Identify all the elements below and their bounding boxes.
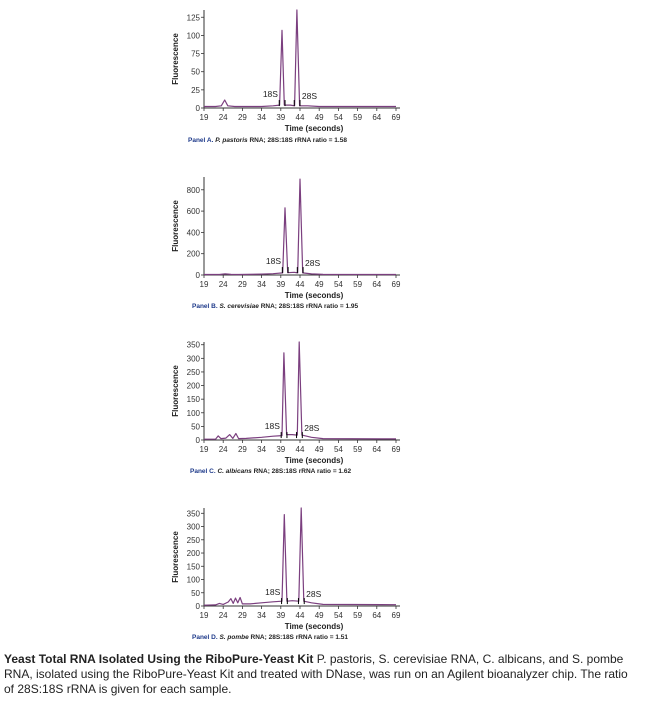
peak-label-28s: 28S <box>306 589 322 600</box>
x-tick-label: 34 <box>257 280 267 289</box>
chart-panel-c <box>172 338 402 490</box>
y-tick-label: 200 <box>186 549 200 559</box>
description-title: Yeast Total RNA Isolated Using the RiboPure-Yeast Kit <box>4 652 314 666</box>
x-tick-label: 39 <box>276 280 286 289</box>
x-tick-label: 64 <box>372 280 382 289</box>
y-tick-label: 75 <box>191 49 200 59</box>
x-tick-label: 19 <box>199 113 209 122</box>
x-tick-label: 49 <box>314 113 324 122</box>
y-tick-label: 150 <box>186 395 200 405</box>
x-tick-label: 29 <box>237 445 247 454</box>
y-tick-label: 350 <box>186 509 200 519</box>
peak-label-18s: 18S <box>262 89 278 100</box>
x-tick-label: 44 <box>295 611 305 620</box>
y-axis-title: Fluorescence <box>171 200 180 252</box>
y-tick-label: 100 <box>186 31 200 41</box>
y-tick-label: 350 <box>186 340 200 350</box>
x-tick-label: 54 <box>333 445 343 454</box>
y-tick-label: 125 <box>186 13 200 23</box>
x-tick-label: 19 <box>199 611 209 620</box>
y-tick-label: 0 <box>195 436 200 445</box>
x-tick-label: 64 <box>372 113 382 122</box>
x-tick-label: 59 <box>353 611 363 620</box>
y-tick-label: 50 <box>191 588 200 598</box>
x-axis-title: Time (seconds) <box>284 124 344 133</box>
x-tick-label: 59 <box>353 113 363 122</box>
caption-panel-d: Panel D. S. pombe RNA; 28S:18S rRNA ratio = 1.51 <box>192 634 349 641</box>
x-tick-label: 69 <box>391 611 401 620</box>
y-axis-title: Fluorescence <box>171 365 180 417</box>
x-tick-label: 29 <box>237 113 247 122</box>
y-tick-label: 50 <box>191 67 200 77</box>
y-tick-label: 50 <box>191 422 200 432</box>
x-tick-label: 69 <box>391 280 401 289</box>
chart-panel-a <box>172 6 402 158</box>
x-tick-label: 54 <box>333 611 343 620</box>
x-tick-label: 49 <box>314 611 324 620</box>
y-axis-title: Fluorescence <box>171 33 180 85</box>
caption-panel-a: Panel A. P. pastoris RNA; 28S:18S rRNA ratio = 1.58 <box>188 137 347 144</box>
x-tick-label: 54 <box>333 280 343 289</box>
x-tick-label: 34 <box>257 611 267 620</box>
x-tick-label: 24 <box>218 445 228 454</box>
x-tick-label: 24 <box>218 611 228 620</box>
x-tick-label: 69 <box>391 113 401 122</box>
chart-svg <box>172 173 402 303</box>
x-tick-label: 19 <box>199 445 209 454</box>
y-tick-label: 300 <box>186 354 200 364</box>
y-tick-label: 600 <box>186 207 200 217</box>
x-tick-label: 39 <box>276 113 286 122</box>
x-tick-label: 29 <box>237 611 247 620</box>
x-tick-label: 49 <box>314 280 324 289</box>
peak-label-18s: 18S <box>264 421 280 432</box>
figure-description <box>4 652 640 697</box>
x-tick-label: 44 <box>295 280 305 289</box>
x-axis-title: Time (seconds) <box>284 291 344 300</box>
x-tick-label: 69 <box>391 445 401 454</box>
electropherogram-trace <box>204 10 396 107</box>
y-tick-label: 0 <box>195 104 200 113</box>
y-tick-label: 300 <box>186 522 200 532</box>
y-tick-label: 100 <box>186 408 200 418</box>
y-tick-label: 150 <box>186 562 200 572</box>
y-tick-label: 0 <box>195 602 200 611</box>
y-tick-label: 25 <box>191 85 200 95</box>
peak-label-18s: 18S <box>265 587 281 598</box>
chart-svg <box>172 338 402 468</box>
y-tick-label: 0 <box>195 271 200 280</box>
y-axis-title: Fluorescence <box>171 531 180 583</box>
chart-svg <box>172 504 402 634</box>
x-tick-label: 54 <box>333 113 343 122</box>
y-tick-label: 100 <box>186 575 200 585</box>
x-tick-label: 44 <box>295 113 305 122</box>
y-tick-label: 800 <box>186 185 200 195</box>
y-tick-label: 400 <box>186 228 200 238</box>
x-tick-label: 34 <box>257 113 267 122</box>
caption-panel-b: Panel B. S. cerevisiae RNA; 28S:18S rRNA ratio = 1.95 <box>192 303 359 310</box>
y-tick-label: 250 <box>186 535 200 545</box>
peak-label-28s: 28S <box>305 258 321 269</box>
x-tick-label: 64 <box>372 611 382 620</box>
chart-panel-b <box>172 173 402 325</box>
y-tick-label: 200 <box>186 381 200 391</box>
x-tick-label: 44 <box>295 445 305 454</box>
peak-label-18s: 18S <box>265 256 282 267</box>
y-tick-label: 250 <box>186 367 200 377</box>
x-tick-label: 29 <box>237 280 247 289</box>
x-tick-label: 59 <box>353 280 363 289</box>
chart-svg <box>172 6 402 136</box>
caption-panel-c: Panel C. C. albicans RNA; 28S:18S rRNA ratio = 1.62 <box>190 468 352 475</box>
x-tick-label: 49 <box>314 445 324 454</box>
description-body: P. pastoris, S. cerevisiae RNA, C. albicans, and S. pombe RNA, isolated using the RiboPure-Yeast Kit and treated with DNase, was run on an Agilent bioanalyzer chip. The ratio of 28S:18S rRNA is given for each sample. <box>4 652 628 696</box>
x-tick-label: 39 <box>276 445 286 454</box>
x-axis-title: Time (seconds) <box>284 622 344 631</box>
x-tick-label: 39 <box>276 611 286 620</box>
electropherogram-trace <box>204 508 396 605</box>
x-tick-label: 19 <box>199 280 209 289</box>
peak-label-28s: 28S <box>304 423 320 434</box>
x-tick-label: 24 <box>218 113 228 122</box>
x-tick-label: 59 <box>353 445 363 454</box>
x-tick-label: 24 <box>218 280 228 289</box>
electropherogram-trace <box>204 342 396 439</box>
x-tick-label: 64 <box>372 445 382 454</box>
peak-label-28s: 28S <box>301 91 318 102</box>
chart-panel-d <box>172 504 402 656</box>
x-tick-label: 34 <box>257 445 267 454</box>
x-axis-title: Time (seconds) <box>284 456 344 465</box>
y-tick-label: 200 <box>186 249 200 259</box>
electropherogram-trace <box>204 179 396 274</box>
